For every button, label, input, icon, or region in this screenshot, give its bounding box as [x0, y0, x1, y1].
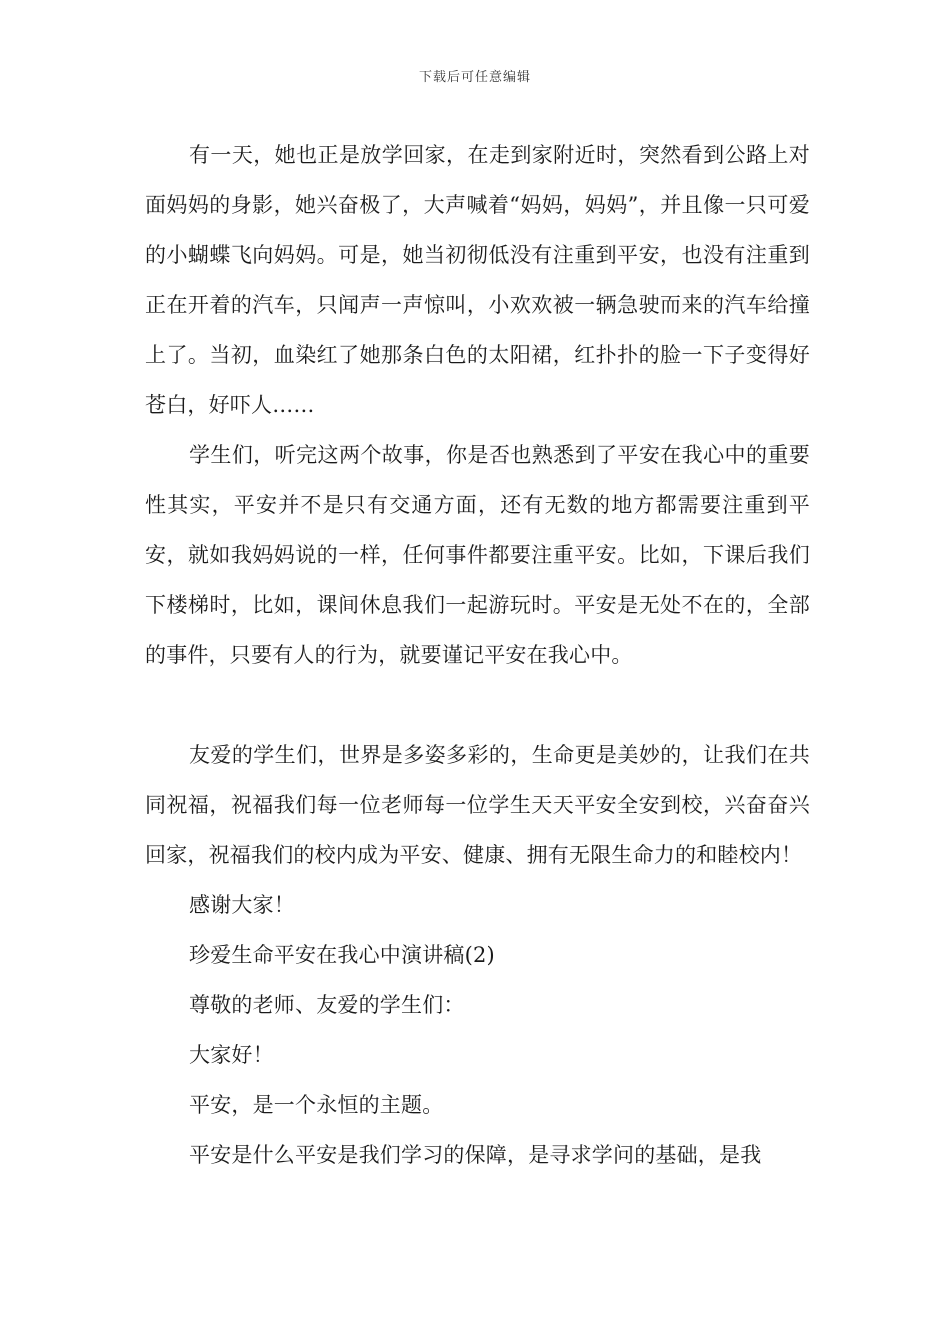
greeting: 大家好！ [189, 1043, 274, 1067]
paragraph-wishes: 友爱的学生们，世界是多姿多彩的，生命更是美妙的，让我们在共同祝福，祝福我们每一位老师每一位学生天天平安全安到校，兴奋奋兴回家，祝福我们的校内成为平安、健康、拥有无限生命力的和睦校内！ [145, 743, 810, 867]
paragraph-story: 有一天，她也正是放学回家，在走到家附近时，突然看到公路上对面妈妈的身影，她兴奋极了，大声喊着“妈妈，妈妈”，并且像一只可爱的小蝴蝶飞向妈妈。可是，她当初彻低没有注重到平安，也没有注重到正在开着的汽车，只闻声一声惊叫，小欢欢被一辆急驶而来的汽车给撞上了。当初，血染红了她那条白色的太阳裙，红扑扑的脸一下子变得好苍白，好吓人…… [145, 143, 810, 417]
page-header: 下载后可任意编辑 [418, 70, 531, 85]
paragraph-importance: 学生们，听完这两个故事，你是否也熟悉到了平安在我心中的重要性其实，平安并不是只有交通方面，还有无数的地方都需要注重到平安，就如我妈妈说的一样，任何事件都要注重平安。比如，下课后我们下楼梯时，比如，课间休息我们一起游玩时。平安是无处不在的，全部的事件，只要有人的行为，就要谨记平安在我心中。 [145, 443, 810, 667]
document-body [145, 130, 810, 1180]
paragraph-thanks: 感谢大家！ [189, 893, 295, 917]
salutation: 尊敬的老师、友爱的学生们： [189, 993, 465, 1017]
paragraph-theme: 平安，是一个永恒的主题。 [189, 1093, 444, 1117]
paragraph-what-is-safety: 平安是什么平安是我们学习的保障，是寻求学问的基础，是我 [189, 1143, 762, 1167]
speech-title: 珍爱生命平安在我心中演讲稿(2) [189, 943, 495, 967]
paragraph-gap [145, 680, 810, 730]
